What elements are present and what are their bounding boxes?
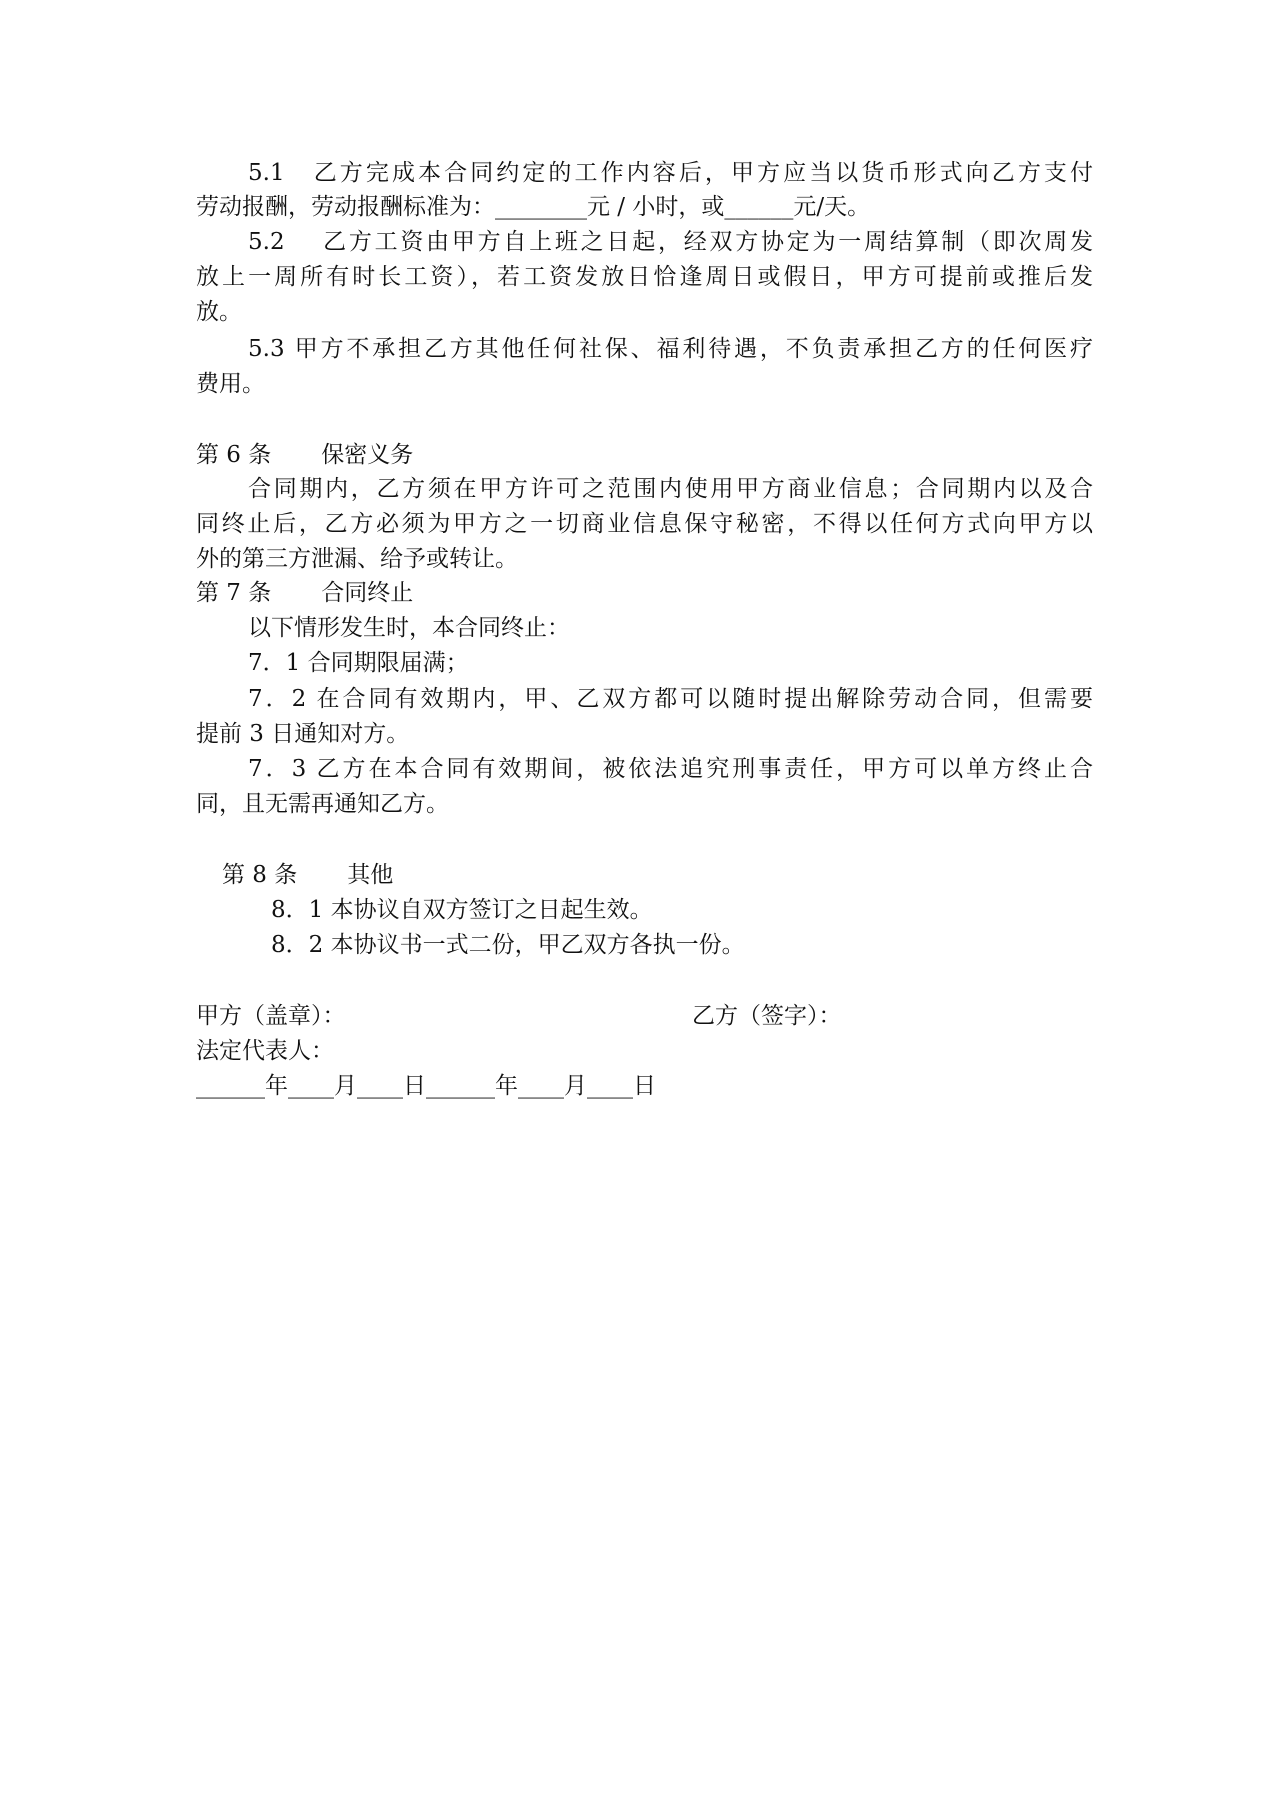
clause-8-2: 8．2 本协议书一式二份，甲乙双方各执一份。	[271, 932, 745, 958]
signature-date-line: ______年____月____日______年____月____日	[196, 1073, 656, 1099]
clause-7-3-line-1: 7．3 乙方在本合同有效期间，被依法追究刑事责任，甲方可以单方终止合	[248, 756, 1093, 782]
clause-7-2-line-1: 7．2 在合同有效期内，甲、乙双方都可以随时提出解除劳动合同，但需要	[248, 686, 1093, 712]
clause-5-1-line-1: 5.1 乙方完成本合同约定的工作内容后，甲方应当以货币形式向乙方支付	[248, 160, 1093, 186]
legal-representative-label: 法定代表人：	[196, 1038, 334, 1064]
clause-8-1: 8．1 本协议自双方签订之日起生效。	[271, 897, 653, 923]
clause-5-2-line-3: 放。	[196, 299, 242, 325]
clause-5-3-line-1: 5.3 甲方不承担乙方其他任何社保、福利待遇，不负责承担乙方的任何医疗	[248, 336, 1093, 362]
clause-5-3-line-2: 费用。	[196, 371, 265, 397]
clause-5-2-line-2: 放上一周所有时长工资），若工资发放日恰逢周日或假日，甲方可提前或推后发	[196, 264, 1093, 290]
article-6-number: 第 6 条	[196, 442, 272, 468]
clause-5-1-line-2: 劳动报酬，劳动报酬标准为：________元 / 小时，或______元/天。	[196, 194, 871, 220]
clause-7-1: 7．1 合同期限届满；	[248, 650, 469, 676]
party-b-sign-label: 乙方（签字）：	[692, 1003, 842, 1029]
signature-row	[196, 1001, 896, 1031]
article-6-heading	[196, 440, 413, 470]
article-7-number: 第 7 条	[196, 580, 272, 606]
article-6-line-2: 同终止后，乙方必须为甲方之一切商业信息保守秘密，不得以任何方式向甲方以	[196, 511, 1093, 537]
article-8-number: 第 8 条	[222, 862, 298, 888]
party-a-seal-label: 甲方（盖章）：	[196, 1003, 346, 1029]
article-8-title: 其他	[347, 862, 394, 888]
article-7-title: 合同终止	[321, 580, 414, 606]
article-8-heading	[222, 860, 393, 890]
clause-7-2-line-2: 提前 3 日通知对方。	[196, 721, 410, 747]
article-6-line-1: 合同期内，乙方须在甲方许可之范围内使用甲方商业信息；合同期内以及合	[248, 476, 1093, 502]
article-6-line-3: 外的第三方泄漏、给予或转让。	[196, 546, 518, 572]
clause-7-3-line-2: 同，且无需再通知乙方。	[196, 791, 449, 817]
article-7-heading	[196, 578, 413, 608]
article-6-title: 保密义务	[321, 442, 414, 468]
article-7-intro: 以下情形发生时，本合同终止：	[248, 615, 570, 641]
clause-5-2-line-1: 5.2 乙方工资由甲方自上班之日起，经双方协定为一周结算制（即次周发	[248, 229, 1093, 255]
